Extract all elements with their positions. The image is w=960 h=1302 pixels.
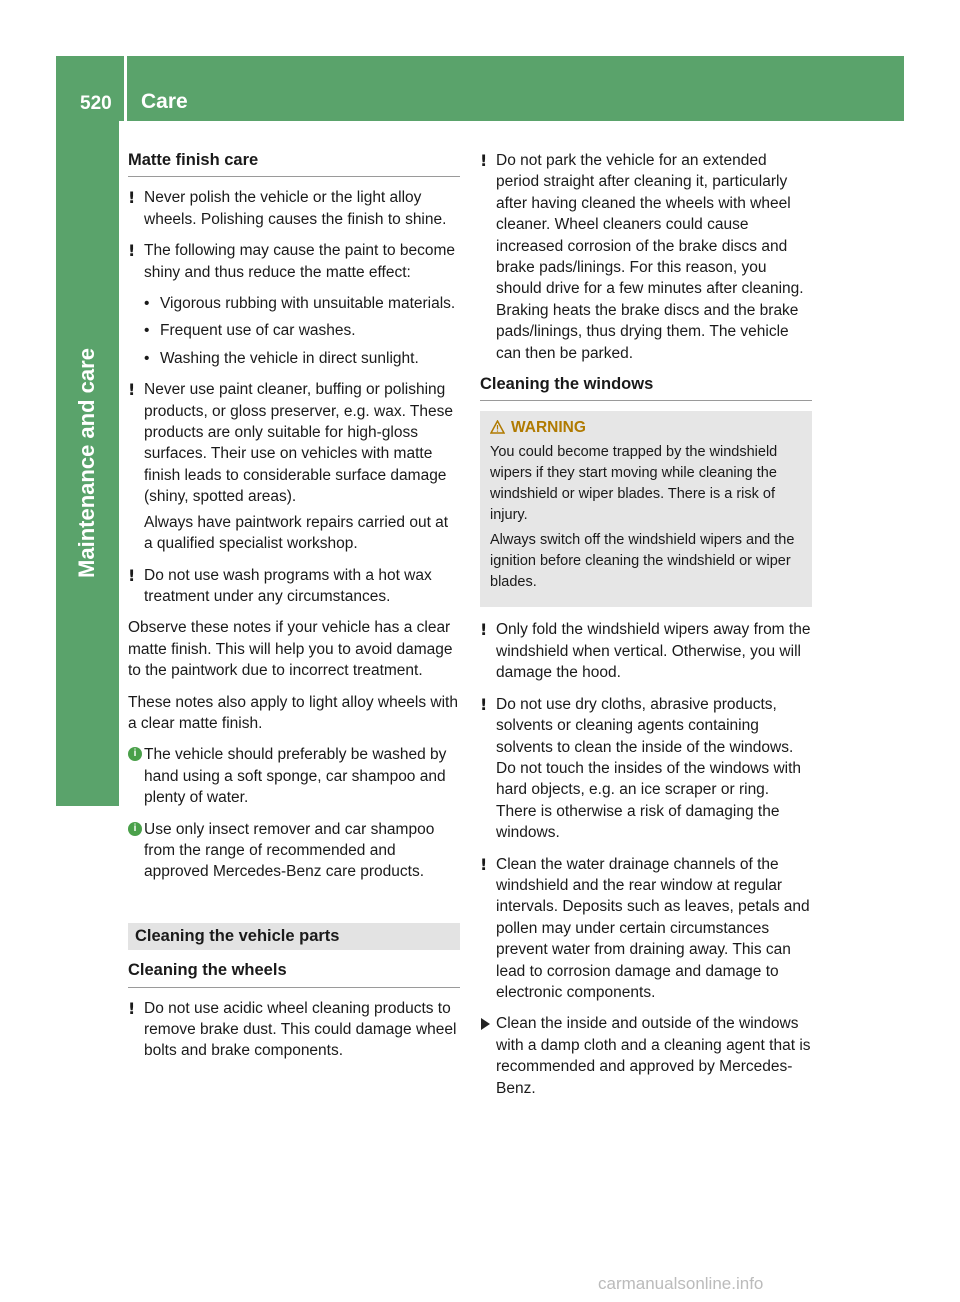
note-park xyxy=(480,150,812,364)
note-text: Do not use acidic wheel cleaning products to remove brake dust. This could damage wheel bolts and brake components. xyxy=(144,999,457,1060)
note-text: Do not use dry cloths, abrasive products, solvents or cleaning agents containing solvents to clean the inside of the windows. Do not touch the insides of the windows with hard objects, e.g. an ice scraper or ring. There is otherwise a risk of damaging the windows. xyxy=(496,695,802,842)
note-drainage xyxy=(480,854,812,1004)
exclamation-icon: ! xyxy=(128,188,136,208)
matte-heading: Matte finish care xyxy=(128,150,460,177)
exclamation-icon: ! xyxy=(128,998,136,1018)
info-text: The vehicle should preferably be washed by hand using a soft sponge, car shampoo and plenty of water. xyxy=(144,746,447,807)
exclamation-icon: ! xyxy=(128,565,136,585)
header-divider xyxy=(124,56,127,121)
note-text: Always have paintwork repairs carried out at a qualified specialist workshop. xyxy=(144,513,449,553)
note-text: Do not use wash programs with a hot wax treatment under any circumstances. xyxy=(144,566,432,605)
paragraph: Observe these notes if your vehicle has a clear matte finish. This will help you to avoid damage to the paintwork due to incorrect treatment. xyxy=(128,619,453,680)
paragraph: These notes also apply to light alloy wheels with a clear matte finish. xyxy=(128,693,458,732)
exclamation-icon: ! xyxy=(480,694,488,714)
section-title: Care xyxy=(141,90,188,113)
wheels-heading: Cleaning the wheels xyxy=(128,960,460,987)
exclamation-icon: ! xyxy=(480,854,488,874)
note-text: Never polish the vehicle or the light alloy wheels. Polishing causes the finish to shine. xyxy=(144,189,447,228)
note-dry-cloths xyxy=(480,694,812,844)
warning-text: Always switch off the windshield wipers and the ignition before cleaning the windshield or wiper blades. xyxy=(490,532,795,591)
note-text: Clean the water drainage channels of the windshield and the rear window at regular intervals. Deposits such as leaves, petals and pollen may under certain circumstances prevent water from draining away. This can lead to corrosion damage and damage to electronic components. xyxy=(496,855,810,1001)
info-products xyxy=(128,819,460,883)
note-text: Only fold the windshield wipers away from the windshield when vertical. Otherwise, you will damage the hood. xyxy=(496,621,811,682)
info-wash xyxy=(128,744,460,808)
exclamation-icon: ! xyxy=(480,151,488,170)
footer-watermark: carmanualsonline.info xyxy=(598,1274,764,1293)
right-column xyxy=(480,150,812,1109)
bullet-icon: • xyxy=(144,322,150,340)
note-fold xyxy=(480,619,812,683)
note-text: Never use paint cleaner, buffing or polishing products, or gloss preserver, e.g. wax. These products are only suitable for high-gloss surfaces. Their use on vehicles with matte finish leads to considerable surface damage (shiny, spotted areas). xyxy=(144,381,454,506)
side-tab-label: Maintenance and care xyxy=(74,348,99,578)
exclamation-icon: ! xyxy=(128,241,136,261)
warning-title: WARNING xyxy=(490,417,802,438)
page-number: 520 xyxy=(80,93,112,114)
bullet-icon: • xyxy=(144,295,150,313)
warning-box xyxy=(480,411,812,607)
step-text: Clean the inside and outside of the windows with a damp cloth and a cleaning agent that is recommended and approved by Mercedes-Benz. xyxy=(496,1015,811,1097)
note-paint-cleaner xyxy=(128,379,460,554)
parts-heading: Cleaning the vehicle parts xyxy=(128,923,460,950)
note-acidic xyxy=(128,998,460,1062)
left-column xyxy=(128,150,460,1072)
exclamation-icon: ! xyxy=(128,380,136,400)
list-item: • Vigorous rubbing with unsuitable materials. xyxy=(144,293,460,314)
note-text: Do not park the vehicle for an extended period straight after cleaning it, particularly after having cleaned the wheels with wheel cleaner. Wheel cleaners could cause increased corrosion of the brake discs and brake pads/linings. For this reason, you should drive for a few minutes after cleaning. Braking heats the brake discs and the brake pads/linings, thus drying them. The vehicle can then be parked. xyxy=(496,152,804,362)
note-text: The following may cause the paint to become shiny and thus reduce the matte effect: xyxy=(144,242,456,281)
info-icon: i xyxy=(128,822,142,836)
list-item: • Frequent use of car washes. xyxy=(144,320,460,341)
note-shiny xyxy=(128,240,460,283)
info-text: Use only insect remover and car shampoo from the range of recommended and approved Mercedes-Benz care products. xyxy=(144,820,435,881)
exclamation-icon: ! xyxy=(480,620,488,640)
step-arrow-icon xyxy=(481,1018,490,1030)
warning-triangle-icon xyxy=(490,420,505,434)
warning-text: You could become trapped by the windshield wipers if they start moving while cleaning the windshield or wiper blades. There is a risk of injury. xyxy=(490,444,778,524)
list-item: • Washing the vehicle in direct sunlight. xyxy=(144,348,460,369)
note-hot-wax xyxy=(128,565,460,608)
instruction-step xyxy=(480,1013,812,1099)
note-polish xyxy=(128,187,460,230)
side-tab-gap xyxy=(56,806,119,1302)
bullet-icon: • xyxy=(144,349,150,367)
info-icon: i xyxy=(128,747,142,761)
windows-heading: Cleaning the windows xyxy=(480,374,812,401)
